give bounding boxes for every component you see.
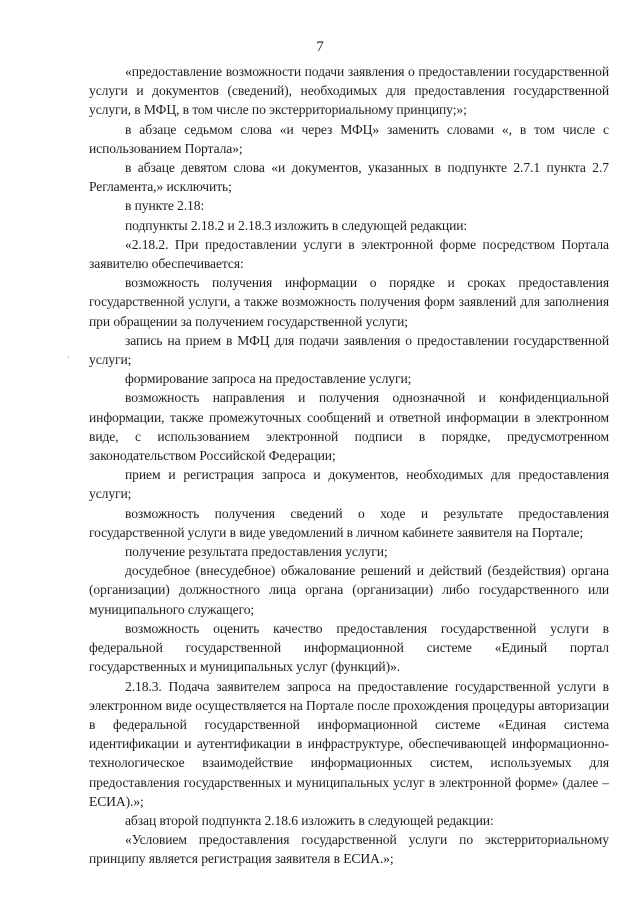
paragraph: подпункты 2.18.2 и 2.18.3 изложить в следующей редакции: (125, 217, 468, 233)
paragraph: прием и регистрация запроса и документов, необходимых для предоставления услуги; (89, 467, 609, 502)
paragraph: в абзаце девятом слова «и документов, указанных в подпункте 2.7.1 пункта 2.7 Регламента,» исключить; (89, 160, 609, 195)
paragraph: «2.18.2. При предоставлении услуги в электронной форме посредством Портала заявителю обеспечивается: (89, 236, 609, 272)
document-body (89, 62, 609, 869)
paragraph: досудебное (внесудебное) обжалование решений и действий (бездействия) органа (организации) должностного лица органа (организации) либо государственного или муниципального служащего; (89, 563, 609, 617)
page-number: 7 (316, 39, 324, 55)
margin-mark: · (67, 352, 70, 362)
paragraph: в пункте 2.18: (125, 198, 205, 214)
paragraph: 2.18.3. Подача заявителем запроса на предоставление государственной услуги в электронном виде осуществляется на Портале после прохождения процедуры авторизации в федеральной государственной информационной системе «Единая система идентификации и аутентификации в инфраструктуре, обеспечивающей информационно-технологическое взаимодействие информационных систем, используемых для предоставления государственных и муниципальных услуг в электронной форме» (далее – ЕСИА).»; (89, 678, 609, 809)
paragraph: получение результата предоставления услуги; (125, 544, 388, 560)
paragraph: «предоставление возможности подачи заявления о предоставлении государственной услуги и документов (сведений), необходимых для предоставления государственной услуги, в МФЦ, в том числе по экстерриториальному принципу;»; (89, 64, 609, 118)
paragraph: формирование запроса на предоставление услуги; (125, 371, 412, 387)
paragraph: «Условием предоставления государственной услуги по экстерриториальному принципу является регистрация заявителя в ЕСИА.»; (89, 832, 609, 867)
paragraph: абзац второй подпункта 2.18.6 изложить в следующей редакции: (125, 812, 494, 828)
paragraph: возможность направления и получения однозначной и конфиденциальной информации, также промежуточных сообщений и ответной информации в электронном виде, с использованием электронной подписи в порядке, предусмотренном законодательством Российской Федерации; (89, 390, 609, 464)
paragraph: возможность получения информации о порядке и сроках предоставления государственной услуги, а также возможность получения форм заявлений для заполнения при обращении за получением государственной услуги; (89, 275, 609, 329)
paragraph: в абзаце седьмом слова «и через МФЦ» заменить словами «, в том числе с использованием Портала»; (89, 121, 609, 156)
paragraph: возможность получения сведений о ходе и результате предоставления государственной услуги в виде уведомлений в личном кабинете заявителя на Портале; (89, 505, 609, 540)
paragraph: запись на прием в МФЦ для подачи заявления о предоставлении государственной услуги; (89, 332, 609, 368)
paragraph: возможность оценить качество предоставления государственной услуги в федеральной государственной информационной системе «Единый портал государственных и муниципальных услуг (функций)». (89, 620, 609, 675)
